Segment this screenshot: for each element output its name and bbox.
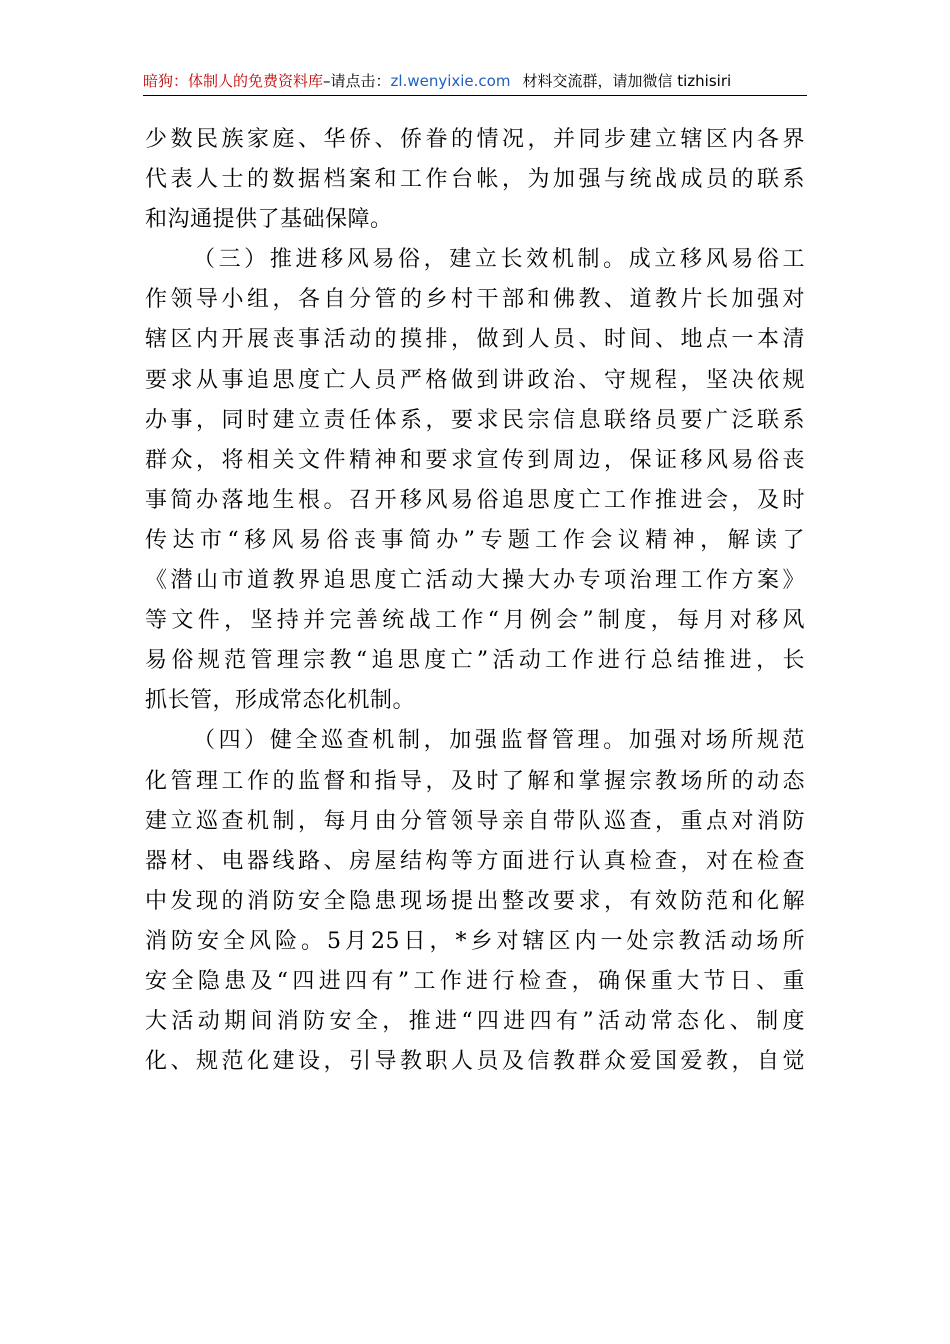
header-link[interactable]: zl.wenyixie.com — [390, 72, 511, 90]
header-brand: 暗狗：体制人的免费资料库 — [143, 72, 324, 90]
document-body — [145, 120, 805, 1082]
text-line: 和沟通提供了基础保障。 — [145, 207, 393, 233]
text-line: 《潜山市道教界追思度亡活动大操大办专项治理工作方案》 — [145, 568, 805, 594]
text-line: 抓长管，形成常态化机制。 — [145, 688, 416, 714]
text-line: 消防安全风险。5月25日，*乡对辖区内一处宗教活动场所 — [145, 928, 805, 954]
section-heading-line: （三）推进移风易俗，建立长效机制。成立移风易俗工 — [193, 247, 805, 273]
text-line: 少数民族家庭、华侨、侨眷的情况，并同步建立辖区内各界 — [145, 127, 805, 152]
page-header — [143, 68, 807, 94]
text-line: 中发现的消防安全隐患现场提出整改要求，有效防范和化解 — [145, 888, 805, 914]
text-line: 办事，同时建立责任体系，要求民宗信息联络员要广泛联系 — [145, 407, 805, 433]
header-wechat-note: 材料交流群，请加微信 tizhisiri — [522, 72, 732, 90]
text-line: 化、规范化建设，引导教职人员及信教群众爱国爱教，自觉 — [145, 1049, 805, 1075]
section-heading-line: （四）健全巡查机制，加强监督管理。加强对场所规范 — [193, 728, 805, 754]
text-line: 群众，将相关文件精神和要求宣传到周边，保证移风易俗丧 — [145, 447, 805, 473]
text-line: 器材、电器线路、房屋结构等方面进行认真检查，对在检查 — [145, 848, 805, 874]
text-line: 建立巡查机制，每月由分管领导亲自带队巡查，重点对消防 — [145, 808, 805, 834]
header-divider — [143, 95, 807, 96]
header-prompt: –请点击： — [323, 72, 391, 90]
text-line: 事简办落地生根。召开移风易俗追思度亡工作推进会，及时 — [145, 487, 805, 513]
text-line: 安全隐患及“四进四有”工作进行检查，确保重大节日、重 — [145, 968, 805, 994]
text-line: 易俗规范管理宗教“追思度亡”活动工作进行总结推进，长 — [145, 648, 805, 674]
text-line: 要求从事追思度亡人员严格做到讲政治、守规程，坚决依规 — [145, 367, 805, 393]
text-line: 化管理工作的监督和指导，及时了解和掌握宗教场所的动态 — [145, 768, 805, 794]
text-line: 代表人士的数据档案和工作台帐，为加强与统战成员的联系 — [145, 167, 805, 193]
text-line: 等文件，坚持并完善统战工作“月例会”制度，每月对移风 — [145, 608, 805, 634]
text-line: 大活动期间消防安全，推进“四进四有”活动常态化、制度 — [145, 1009, 805, 1035]
text-line: 辖区内开展丧事活动的摸排，做到人员、时间、地点一本清 — [145, 327, 805, 353]
text-line: 作领导小组，各自分管的乡村干部和佛教、道教片长加强对 — [145, 287, 805, 313]
text-line: 传达市“移风易俗丧事简办”专题工作会议精神，解读了 — [145, 527, 805, 553]
